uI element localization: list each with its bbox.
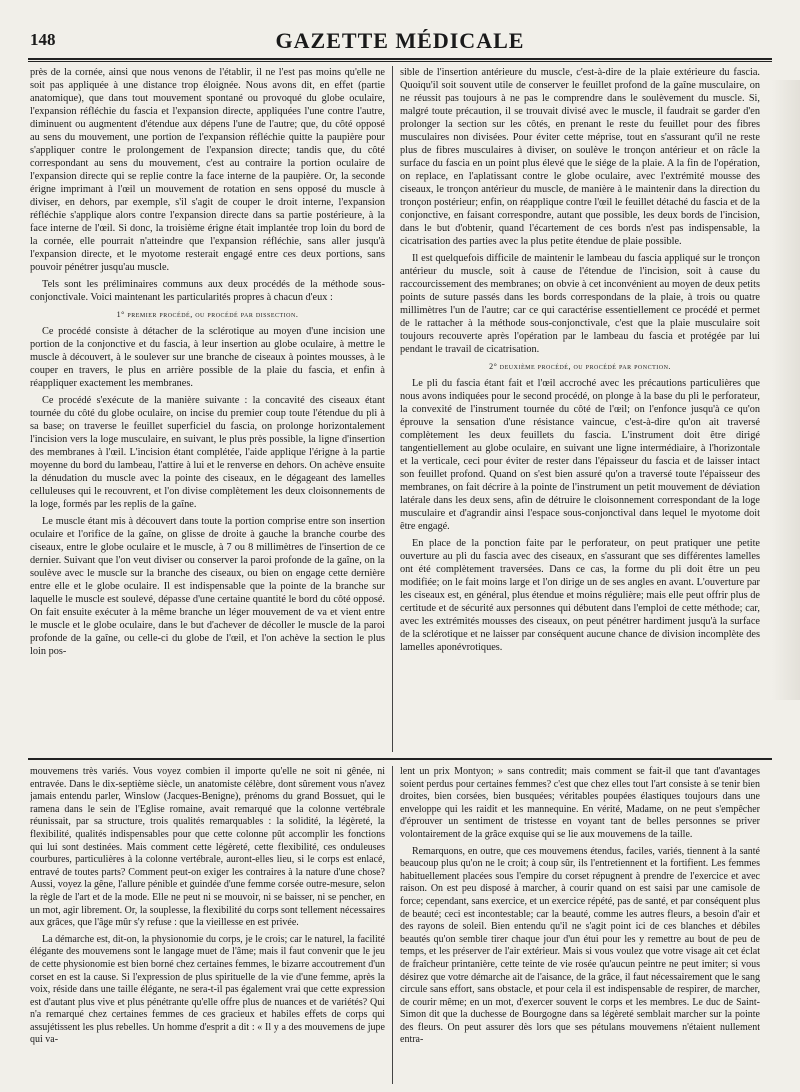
feuilleton-right-column <box>400 766 760 1084</box>
paragraph: mouvemens très variés. Vous voyez combien il importe qu'elle ne soit ni gênée, ni entravée. Dans le dix-septième siècle, un anatomiste célèbre, dont sûrement vous n'avez jamais entendu parler, Winslow (Jacques-Benigne), prénoms du grand Bossuet, qui le ramena dans le sein de l'Eglise romaine, avait remarqué que la colonne vertébrale réunissait, par sa structure, trois qualités remarquables : la solidité, la légèreté, la flexibilité, qualités indispensables pour que cette colonne pût accomplir les fonctions qui lui sont destinées. Mais comment cette légèreté, cette flexibilité, ces onduleuses courbures, particulières à la colonne vertébrale, auront-elles lieu, si le corps est enlacé, entravé de toutes parts? Comment peut-on exiger les contraires à la nature d'une chose? Aussi, voyez la gêne, l'allure pénible et guindée d'une femme corsée outre-mesure, selon la règle de l'art et de la mode. Elle ne peut ni se mouvoir, ni se baisser, ni se pencher, en un mot, agir librement. Or, la souplesse, la flexibilité du corps sont tellement nécessaires aux grâces, que l'âge mûr s'y refuse : que la vieillesse en est privée. <box>30 766 385 929</box>
feuilleton-rule <box>28 758 772 760</box>
paragraph: lent un prix Montyon; » sans contredit; mais comment se fait-il que tant d'avantages soient perdus pour certaines femmes? c'est que chez elles tout l'art consiste à se tenir bien droites, bien corsées, bien busquées; véritables poupées élastiques toujours dans une enveloppe qui les raidit et les mannequine. En vérité, Madame, on ne peut s'empêcher d'éprouver un sentiment de tristesse en voyant tant de belles personnes se priver volontairement de la grâce exquise qui se lie aux mouvemens de la taille. <box>400 766 760 840</box>
paragraph: Ce procédé s'exécute de la manière suivante : la concavité des ciseaux étant tournée du côté du globe oculaire, on incise du premier coup toute l'étendue du pli à sa base; on traverse le feuillet superficiel du fascia, on prolonge horizontalement l'incision vers la loge musculaire, en suivant, le plus près possible, la ligne d'insertion des membranes à l'œil. L'incision étant complétée, l'aide applique l'érigne à la partie moyenne du bord du lambeau, l'attire à lui et le renverse en dehors. On achève ensuite la dénudation du muscle avec la pointe des ciseaux, en le dégageant des lamelles celluleuses qui le recouvrent, et l'on divise complètement les deux cloisonnements de la loge, formés par les replis de la gaîne. <box>30 395 385 510</box>
paragraph: Remarquons, en outre, que ces mouvemens étendus, faciles, variés, tiennent à la santé beaucoup plus qu'on ne le croit; à coup sûr, ils l'entretiennent et la fortifient. Les femmes habituellement placées sous l'empire du corset répugnent à prendre de l'exercice et avec raison. On est peu disposé à marcher, à courir quand on est saisi par une camisole de force; cependant, sans exercice, et un exercice répété, pas de santé, et par conséquent plus de beauté; ceci est incontestable; car la beauté, comme les autres fleurs, a besoin d'air et des rayons de soleil. Bien entendu qu'il ne s'agit point ici de ces blanches et débiles beautés qu'on semble tirer chaque jour d'un étui pour les y remettre au bout de peu de temps, et les préserver de l'air extérieur. Mais si vous voulez que votre visage ait cet éclat de fraîcheur printanière, cette teinte de vie rosée qu'aucun peintre ne peut imiter; si vous désirez que votre démarche ait de l'aisance, de la grâce, il faut nécessairement que le sang circule sans effort, sans obstacle, et pour cela il est indispensable de respirer, de marcher, de courir même; en un mot, d'exercer souvent le corps et les membres. Le duc de Saint-Simon dit que la duchesse de Bourgogne dans sa légèreté semblait marcher sur la pointe des fleurs. On peut assurer dès lors que ses pétulans mouvemens n'étaient nullement entra- <box>400 845 760 1046</box>
header-rule-thin <box>28 61 772 62</box>
page-number: 148 <box>30 30 56 49</box>
upper-right-column <box>400 66 760 752</box>
paragraph: Tels sont les préliminaires communs aux deux procédés de la méthode sous-conjonctivale. Voici maintenant les particularités propres à chacun d'eux : <box>30 279 385 303</box>
header-rule <box>28 58 772 60</box>
bleed-through-margin <box>772 80 800 700</box>
upper-left-column <box>30 66 385 752</box>
paragraph: Ce procédé consiste à détacher de la sclérotique au moyen d'une incision une portion de la conjonctive et du fascia, à leur insertion au globe oculaire, à mettre le muscle à découvert, à le soulever sur une branche de ciseaux à pointes mousses, à le couper en travers, le plus en arrière possible de la plaie du fascia, et enfin à réappliquer exactement les membranes. <box>30 326 385 389</box>
paragraph: En place de la ponction faite par le perforateur, on peut pratiquer une petite ouverture au pli du fascia avec des ciseaux, en s'assurant que ses différentes lamelles ont été complètement traversées. Dans ce cas, la forme du pli doit être un peu modifiée; on le fait moins large et l'on dirige un de ses angles en avant. L'ouverture par les ciseaux est, en général, plus étendue et moins régulière; mais elle peut offrir plus de certitude et de sécurité aux personnes qui débutent dans l'emploi de cette méthode; car, avec les extrémités mousses des ciseaux, on peut pénétrer hardiment jusqu'à la surface de la sclérotique et ne laisser par conséquent aucune chance de division incomplète des lamelles aponévrotiques. <box>400 538 760 653</box>
paragraph: Il est quelquefois difficile de maintenir le lambeau du fascia appliqué sur le tronçon antérieur du muscle, soit à cause de l'étendue de l'incision, soit à cause du raccourcissement des membranes; on obvie à cet inconvénient au moyen de deux petits points de suture passés dans les bords correspondans de la plaie, à trois ou quatre millimètres l'un de l'autre; car ce qui caractérise essentiellement ce procédé et permet de le rattacher à la méthode sous-conjonctivale, c'est que la plaie musculaire soit toujours recouverte après l'opération par le lambeau du fascia et protégée par lui pendant le travail de cicatrisation. <box>400 253 760 355</box>
paragraph: près de la cornée, ainsi que nous venons de l'établir, il ne l'est pas moins qu'elle ne soit pas appliquée à une distance trop éloignée. Nous avons dit, en effet (partie anatomique), que dans tout mouvement spontané ou provoqué du globe oculaire, l'expansion réfléchie du fascia et l'expansion directe, appliquées l'une contre l'autre, diminuent ou augmentent d'étendue aux dépens l'une de l'autre; que, du côté opposé au sens du mouvement, une portion de l'expansion réfléchie quitte la paupière pour s'appliquer contre le prolongement de l'expansion directe; tandis que, du côté correspondant au sens du mouvement, c'est au contraire la portion oculaire de l'expansion directe qui se replie contre la face interne de la paupière. Or, la seconde érigne imprimant à l'œil un mouvement de rotation en sens opposé du muscle à diviser, en dehors, par exemple, s'il s'agit de couper le droit interne, l'expansion réfléchie s'applique alors contre l'expansion directe dans sa partie postérieure, à la face interne de l'œil. Si donc, la troisième érigne était implantée trop loin du bord de la cornée, elle pourrait n'atteindre que l'expansion réfléchie, sans aller jusqu'à l'expansion directe, et le myotome resterait engagé entre ces deux portions, sans pouvoir pénétrer jusqu'au muscle. <box>30 67 385 273</box>
journal-title: GAZETTE MÉDICALE <box>275 28 525 53</box>
section-heading: 2° deuxième procédé, ou procédé par ponction. <box>489 362 671 371</box>
feuilleton-left-column <box>30 766 385 1084</box>
column-divider <box>392 66 393 752</box>
paragraph: La démarche est, dit-on, la physionomie du corps, je le crois; car le naturel, la facilité élégante des mouvemens sont le langage muet de l'âme; mais il faut convenir que le jeu de cette physionomie est bien borné chez certaines femmes, le bizarre accoutrement d'un corset en est la cause. Si l'expression de plus spirituelle de la vie d'une femme, après la voix, réside dans une taille élégante, ne sera-t-il pas également vrai que cette expression est d'autant plus vive et plus pénétrante qu'elle offre plus de nuances et de variétés? Qui n'a remarqué chez certaines femmes de ces gracieux et habiles effets de corps qui assujétissent les plus rebelles. Un homme d'esprit a dit : « Il y a des mouvemens de jupe qui va- <box>30 933 385 1046</box>
section-heading: 1° premier procédé, ou procédé par dissection. <box>116 310 299 319</box>
feuilleton-divider <box>392 766 393 1084</box>
paragraph: Le muscle étant mis à découvert dans toute la portion comprise entre son insertion oculaire et l'orifice de la gaîne, on glisse de droite à gauche la branche courbe des ciseaux, entre le globe oculaire et le muscle, à 7 ou 8 millimètres de l'insertion de ce dernier. Suivant que l'on veut diviser ou conserver la paroi profonde de la gaîne, on la soulève avec le muscle sur la branche des ciseaux, ou bien on engage cette dernière entre elle et le globe oculaire. Il est indispensable que la pointe de la branche sur laquelle le muscle est soulevé, dépasse d'une certaine quantité le bord du côté opposé. On fait ensuite exécuter à la même branche un léger mouvement de va et vient entre le muscle et le globe oculaire, dans le but d'achever de décoller le muscle de la paroi profonde de la gaîne, ou celle-ci du globe de l'œil, et l'on achève la section le plus loin pos- <box>30 516 385 657</box>
paragraph: Le pli du fascia étant fait et l'œil accroché avec les précautions particulières que nous avons indiquées pour le second procédé, on plonge à la base du pli le perforateur, la convexité de l'instrument tournée du côté de l'œil; on l'enfonce jusqu'à ce qu'on éprouve la sensation d'une résistance vaincue, c'est-à-dire qu'on ait traversé complètement les deux feuillets du fascia. L'instrument doit être dirigé tangentiellement au globe oculaire, en suivant une ligne intermédiaire, à l'horizontale et la verticale, ceci pour éviter de rester dans l'épaisseur du fascia et de laisser intact son feuillet profond. Quand on s'est bien assuré qu'on a traversé toute l'épaisseur des membranes, on fait décrire à la pointe de l'instrument un petit mouvement de déviation latérale dans les deux sens, afin de détruire le cloisonnement correspondant de la loge musculaire et d'agrandir ainsi l'espace sous-conjonctival dans lequel le myotome doit être engagé. <box>400 378 760 532</box>
paragraph: sible de l'insertion antérieure du muscle, c'est-à-dire de la plaie extérieure du fascia. Quoiqu'il soit souvent utile de conserver le feuillet profond de la gaîne musculaire, on ne réussit pas toujours à ne pas le comprendre dans le soulèvement du muscle. Si, malgré toute précaution, il se trouvait divisé avec le muscle, il faudrait se garder d'en prolonger la section sur les côtés, en prenant le reste du feuillet pour des fibres musculaires non divisées. Pour éviter cette méprise, tout en s'assurant qu'il ne reste plus de fibres musculaires à diviser, on soulève le tronçon antérieur et on râcle la surface du fascia en un point plus élevé que le siége de la plaie. A la fin de l'opération, on replace, en l'aplatissant contre le globe oculaire, avec l'extrémité mousse des ciseaux, le tronçon antérieur du muscle, de manière à le maintenir dans la direction du tronçon postérieur; enfin, on réapplique contre l'œil le feuillet détaché du fascia et de la conjonctive, en faisant correspondre, autant que possible, les deux bords de l'incision, dans le but d'obtenir, quand l'écartement de ces bords n'est pas indispensable, la cicatrisation des parties avec la plus petite étendue de plaie possible. <box>400 67 760 247</box>
